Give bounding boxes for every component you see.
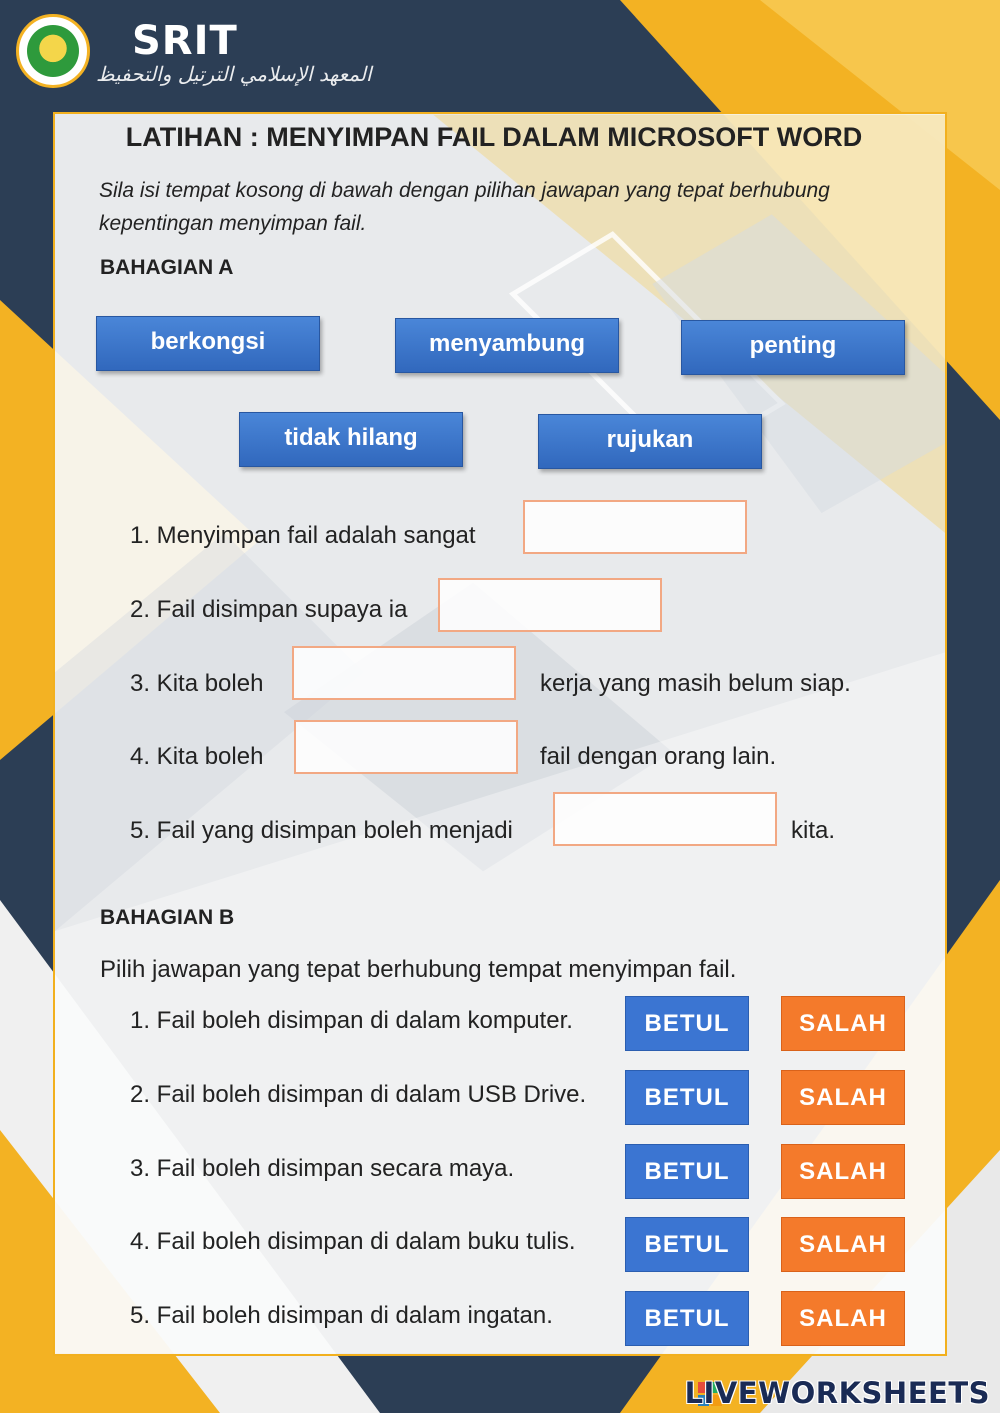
answer-blank-a1[interactable] — [523, 500, 747, 554]
betul-button-b3[interactable]: BETUL — [625, 1144, 749, 1199]
answer-blank-a3[interactable] — [292, 646, 516, 700]
betul-button-b2[interactable]: BETUL — [625, 1070, 749, 1125]
section-a-label: BAHAGIAN A — [100, 256, 234, 279]
word-bank-penting[interactable]: penting — [681, 320, 905, 375]
salah-button-b5[interactable]: SALAH — [781, 1291, 905, 1346]
school-logo — [16, 14, 90, 88]
question-b1-text: 1. Fail boleh disimpan di dalam komputer. — [130, 1007, 573, 1034]
salah-button-b1[interactable]: SALAH — [781, 996, 905, 1051]
brand-arabic-subtitle: المعهد الإسلامي الترتيل والتحفيظ — [96, 62, 372, 86]
answer-blank-a2[interactable] — [438, 578, 662, 632]
betul-button-b1[interactable]: BETUL — [625, 996, 749, 1051]
question-a4-text-after: fail dengan orang lain. — [540, 743, 777, 770]
question-a4-text: 4. Kita boleh — [130, 743, 264, 770]
section-b-label: BAHAGIAN B — [100, 906, 235, 929]
answer-blank-a5[interactable] — [553, 792, 777, 846]
brand-name: SRIT — [132, 18, 238, 64]
question-a5-text-after: kita. — [791, 817, 836, 844]
word-bank-menyambung[interactable]: menyambung — [395, 318, 619, 373]
question-b5-text: 5. Fail boleh disimpan di dalam ingatan. — [130, 1302, 553, 1329]
question-b4-text: 4. Fail boleh disimpan di dalam buku tulis. — [130, 1228, 576, 1255]
question-b2-text: 2. Fail boleh disimpan di dalam USB Drive. — [130, 1081, 587, 1108]
worksheet-title: LATIHAN : MENYIMPAN FAIL DALAM MICROSOFT WORD — [125, 122, 863, 152]
word-bank-berkongsi[interactable]: berkongsi — [96, 316, 320, 371]
question-a5-text: 5. Fail yang disimpan boleh menjadi — [130, 817, 513, 844]
salah-button-b2[interactable]: SALAH — [781, 1070, 905, 1125]
question-a3-text-after: kerja yang masih belum siap. — [540, 670, 851, 697]
betul-button-b5[interactable]: BETUL — [625, 1291, 749, 1346]
section-b-intro: Pilih jawapan yang tepat berhubung tempat menyimpan fail. — [100, 956, 737, 983]
answer-blank-a4[interactable] — [294, 720, 518, 774]
instruction-text: Sila isi tempat kosong di bawah dengan pilihan jawapan yang tepat berhubung kepentingan menyimpan fail. — [99, 179, 830, 235]
salah-button-b3[interactable]: SALAH — [781, 1144, 905, 1199]
question-a3-text: 3. Kita boleh — [130, 670, 264, 697]
question-b3-text: 3. Fail boleh disimpan secara maya. — [130, 1155, 515, 1182]
word-bank-rujukan[interactable]: rujukan — [538, 414, 762, 469]
salah-button-b4[interactable]: SALAH — [781, 1217, 905, 1272]
betul-button-b4[interactable]: BETUL — [625, 1217, 749, 1272]
liveworksheets-watermark: LIVEWORKSHEETS — [684, 1376, 990, 1410]
question-a1-text: 1. Menyimpan fail adalah sangat — [130, 522, 476, 549]
logo-emblem-icon — [27, 25, 79, 77]
word-bank-tidak-hilang[interactable]: tidak hilang — [239, 412, 463, 467]
question-a2-text: 2. Fail disimpan supaya ia — [130, 596, 408, 623]
